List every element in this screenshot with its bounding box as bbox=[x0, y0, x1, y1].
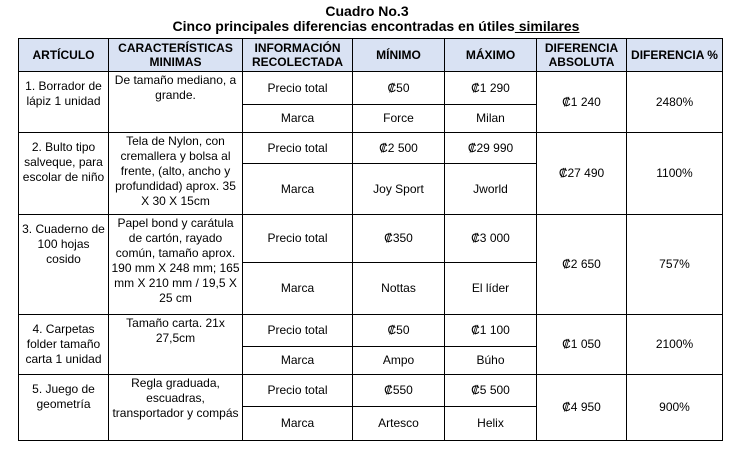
cell-minimo: Joy Sport bbox=[353, 164, 445, 215]
table-row bbox=[19, 72, 723, 105]
cell-diferencia-absoluta: ₡1 240 bbox=[537, 72, 627, 133]
subtitle-main: Cinco principales diferencias encontradas en útiles bbox=[172, 18, 515, 34]
table-caption bbox=[0, 0, 734, 34]
cell-info: Marca bbox=[243, 263, 353, 315]
cell-info: Precio total bbox=[243, 72, 353, 105]
cell-caracteristicas: Tela de Nylon, con cremallera y bolsa al frente, (alto, ancho y profundidad) aprox. 35 X 30 X 15cm bbox=[109, 133, 243, 215]
table-row bbox=[19, 133, 723, 164]
table-title: Cuadro No.3 bbox=[325, 3, 409, 19]
subtitle-underlined: similares bbox=[514, 18, 580, 34]
header-caracteristicas: CARACTERÍSTICAS MINIMAS bbox=[109, 39, 243, 72]
cell-info: Marca bbox=[243, 347, 353, 375]
cell-minimo: ₡550 bbox=[353, 375, 445, 407]
cell-articulo: 2. Bulto tipo salveque, para escolar de niño bbox=[19, 133, 109, 215]
cell-info: Precio total bbox=[243, 215, 353, 263]
cell-caracteristicas: De tamaño mediano, a grande. bbox=[109, 72, 243, 133]
cell-diferencia-absoluta: ₡1 050 bbox=[537, 315, 627, 375]
cell-diferencia-porcentaje: 1100% bbox=[627, 133, 723, 215]
cell-articulo: 5. Juego de geometría bbox=[19, 375, 109, 441]
header-informacion: INFORMACIÓN RECOLECTADA bbox=[243, 39, 353, 72]
cell-maximo: Jworld bbox=[445, 164, 537, 215]
cell-minimo: ₡50 bbox=[353, 72, 445, 105]
cell-maximo: Helix bbox=[445, 407, 537, 441]
cell-minimo: ₡2 500 bbox=[353, 133, 445, 164]
cell-caracteristicas: Papel bond y carátula de cartón, rayado común, tamaño aprox. 190 mm X 248 mm; 165 mm X 210 mm / 19,5 X 25 cm bbox=[109, 215, 243, 315]
cell-maximo: ₡1 290 bbox=[445, 72, 537, 105]
cell-maximo: ₡5 500 bbox=[445, 375, 537, 407]
cell-maximo: ₡1 100 bbox=[445, 315, 537, 347]
cell-info: Precio total bbox=[243, 315, 353, 347]
cell-minimo: Ampo bbox=[353, 347, 445, 375]
cell-info: Marca bbox=[243, 105, 353, 133]
cell-maximo: ₡3 000 bbox=[445, 215, 537, 263]
table-row bbox=[19, 375, 723, 407]
cell-minimo: Nottas bbox=[353, 263, 445, 315]
cell-diferencia-porcentaje: 900% bbox=[627, 375, 723, 441]
cell-info: Precio total bbox=[243, 133, 353, 164]
header-diferencia-absoluta: DIFERENCIA ABSOLUTA bbox=[537, 39, 627, 72]
header-maximo: MÁXIMO bbox=[445, 39, 537, 72]
cell-caracteristicas: Regla graduada, escuadras, transportador y compás bbox=[109, 375, 243, 441]
cell-info: Precio total bbox=[243, 375, 353, 407]
cell-maximo: Búho bbox=[445, 347, 537, 375]
cell-diferencia-porcentaje: 757% bbox=[627, 215, 723, 315]
cell-info: Marca bbox=[243, 164, 353, 215]
cell-articulo: 3. Cuaderno de 100 hojas cosido bbox=[19, 215, 109, 315]
table-subtitle bbox=[173, 19, 580, 34]
header-row bbox=[19, 39, 723, 72]
cell-minimo: ₡350 bbox=[353, 215, 445, 263]
cell-diferencia-porcentaje: 2480% bbox=[627, 72, 723, 133]
header-minimo: MÍNIMO bbox=[353, 39, 445, 72]
header-diferencia-porcentaje: DIFERENCIA % bbox=[627, 39, 723, 72]
cell-minimo: ₡50 bbox=[353, 315, 445, 347]
table-row bbox=[19, 215, 723, 263]
cell-diferencia-porcentaje: 2100% bbox=[627, 315, 723, 375]
cell-diferencia-absoluta: ₡27 490 bbox=[537, 133, 627, 215]
header-articulo: ARTÍCULO bbox=[19, 39, 109, 72]
cell-maximo: Milan bbox=[445, 105, 537, 133]
cell-info: Marca bbox=[243, 407, 353, 441]
table-row bbox=[19, 315, 723, 347]
cell-articulo: 1. Borrador de lápiz 1 unidad bbox=[19, 72, 109, 133]
cell-minimo: Force bbox=[353, 105, 445, 133]
cell-diferencia-absoluta: ₡4 950 bbox=[537, 375, 627, 441]
cell-diferencia-absoluta: ₡2 650 bbox=[537, 215, 627, 315]
cell-maximo: ₡29 990 bbox=[445, 133, 537, 164]
comparison-table bbox=[18, 38, 723, 441]
cell-maximo: El líder bbox=[445, 263, 537, 315]
cell-articulo: 4. Carpetas folder tamaño carta 1 unidad bbox=[19, 315, 109, 375]
cell-caracteristicas: Tamaño carta. 21x 27,5cm bbox=[109, 315, 243, 375]
cell-minimo: Artesco bbox=[353, 407, 445, 441]
